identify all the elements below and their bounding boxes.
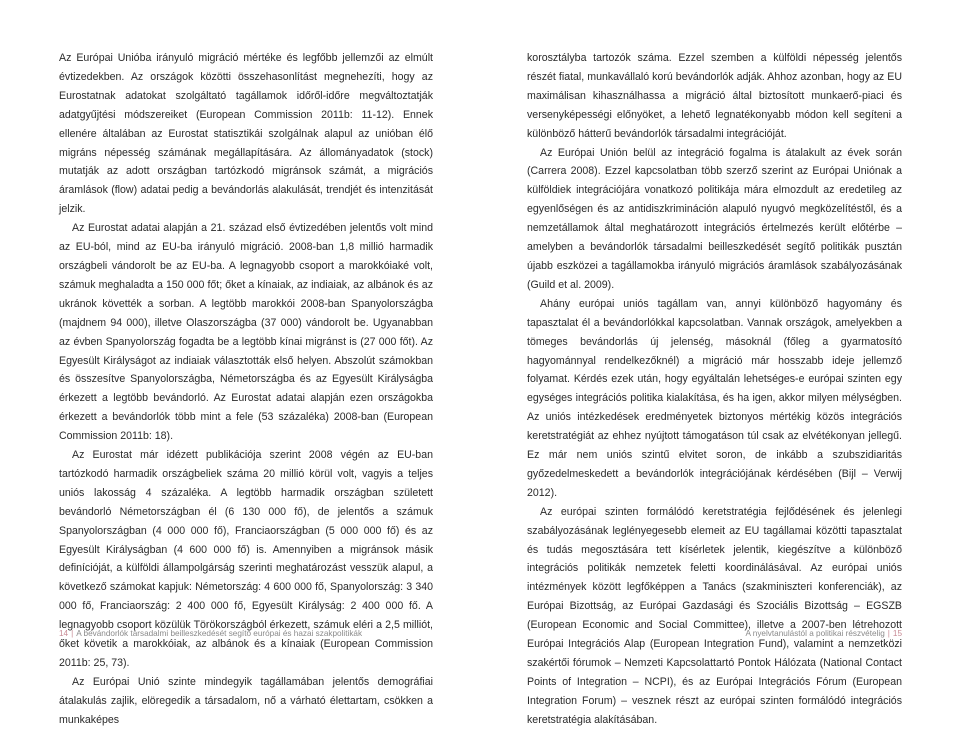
right-footer	[745, 629, 902, 638]
page-number: 14	[59, 629, 69, 638]
paragraph: Az európai szinten formálódó keretstratégia fejlődésének és jelenlegi szabályozásának leglényegesebb elemeit az EU tagállamai közötti tapasztalat és tudás megosztására tett kísérletek jelentik, kiegészítve a különböző integrációs politikák nemzetek feletti koordinálásával. Az európai uniós intézmények között legfőképpen a Tanács (szakminiszteri konferenciák), az Európai Bizottság, az Európai Gazdasági és Szociális Bizottság – EGSZB (European Economic and Social Committee), illetve a 2007-ben létrehozott Európai Integrációs Alap (European Integration Fund), valamint a nemzetközi szakértői fórumok – Nemzeti Kapcsolattartó Pontok Hálózata (National Contact Points of Integration – NCPI), és az Európai Integrációs Fórum (European Integration Forum) – vesznek részt az európai szinten formálódó integrációs keretstratégia alakításában.	[527, 505, 902, 726]
left-footer	[59, 629, 362, 638]
paragraph: Ahány európai uniós tagállam van, annyi különböző hagyomány és tapasztalat él a bevándorlókkal kapcsolatban. Vannak országok, amelyekben a tömeges bevándorlás új jelenség, másoknál (főleg a gyarmatosító hagyománnyal rendelkezőknél) a migráció már hosszabb ideje jellemző folyamat. Kérdés ezek után, hogy egyáltalán lehetséges-e európai szinten egy egységes integrációs politika kialakítása, és ha igen, akkor milyen mélységben. Az uniós intézkedések eredményetek biztonyos mértékig közös integrációs keretstratégiát az ehhez nyújtott támogatáson túl csak az elvétékonyan jellegű. Ez már nem uniós szintű elvitet soron, de inkább a szubszidiaritás győzedelmeskedett a bevándorlók integrációjának kérdésében (Bijl – Verwij 2012).	[527, 297, 902, 499]
paragraph: Az Európai Unió szinte mindegyik tagállamában jelentős demográfiai átalakulás zajlik, elöregedik a társadalom, nő a várható élettartam, csökken a munkaképes	[59, 675, 433, 726]
left-text-column	[59, 49, 433, 730]
page-number: 15	[892, 629, 902, 638]
left-page	[0, 0, 480, 726]
footer-separator: |	[887, 629, 890, 638]
running-title: A bevándorlók társadalmi beilleszkedését segítő európai és hazai szakpolitikák	[76, 629, 363, 638]
right-page	[480, 0, 960, 726]
right-text-column	[527, 49, 902, 730]
paragraph: Az Eurostat már idézett publikációja szerint 2008 végén az EU-ban tartózkodó harmadik országbeliek száma 20 millió körül volt, vagyis a teljes uniós lakosság 4 százaléka. A legtöbb harmadik országban született bevándorló Németországban él (6 130 000 fő), de jelentős a számuk Spanyolországban (4 000 000 fő), Franciaországban (5 000 000 fő) és az Egyesült Királyságban (4 600 000 fő) is. Amennyiben a migránsok másik definícióját, a külföldi állampolgárság szerinti meghatározást vesszük alapul, a következő számokat kapjuk: Németország: 4 600 000 fő, Spanyolország: 3 340 000 fő, Franciaország: 2 400 000 fő, Egyesült Királyság: 2 400 000 fő. A legnagyobb csoport közülük Törökországból érkezett, számuk eléri a 2,5 milliót, őket követik a marokkóiak, az albánok és a kínaiak (European Commission 2011b: 25, 73).	[59, 449, 433, 669]
paragraph: Az Európai Unión belül az integráció fogalma is átalakult az évek során (Carrera 2008). Ezzel kapcsolatban több szerző szerint az Európai Uniónak a külföldiek integrációjára vonatkozó politikája mára elmozdult az eredetileg az egyenlőségen és az antidiszkrimináción alapuló nyugvó megközelítéstől, és a nemzetállamok által meghatározott integrációs értelmezés került előtérbe – amelyben a bevándorlók társadalmi beilleszkedését segítő politikák pusztán újabb eszközei a tagállamokba irányuló migrációs áramlások szabályozásának (Guild et al. 2009).	[527, 146, 902, 291]
footer-separator: |	[71, 629, 74, 638]
running-title: A nyelvtanulástól a politikai részvételig	[745, 629, 885, 638]
paragraph: korosztályba tartozók száma. Ezzel szemben a külföldi népesség jelentős részét fiatal, munkavállaló korú bevándorlók adják. Ahhoz azonban, hogy az EU maximálisan kihasználhassa a migráció által biztosított munkaerő-piaci és versenyképességi előnyöket, a lehető legnatékonyabb módon kell segíteni a különböző hátterű bevándorlók társadalmi integrációját.	[527, 52, 902, 140]
paragraph: Az Európai Unióba irányuló migráció mértéke és legfőbb jellemzői az elmúlt évtizedekben. Az országok közötti összehasonlítást megnehezíti, hogy az Eurostatnak adatokat szolgáltató tagállamok időről-időre megváltoztatják adatgyűjtési módszereiket (European Commission 2011b: 11-12). Ennek ellenére általában az Eurostat statisztikái szolgálnak alapul az unióban élő migráns népesség számának megállapítására. Az állományadatok (stock) mutatják az adott országban tartózkodó migránsok számát, a migrációs áramlások (flow) adatai pedig a bevándorlás alakulását, trendjét és intenzitását jelzik.	[59, 52, 433, 216]
paragraph: Az Eurostat adatai alapján a 21. század első évtizedében jelentős volt mind az EU-ból, mind az EU-ba irányuló migráció. 2008-ban 1,8 millió harmadik országbeli vándorolt be az EU-ba. A legnagyobb csoport a marokkóiaké volt, számuk meghaladta a 150 000 főt; őket a kínaiak, az indiaiak, az albánok és az ukránok követték a sorban. A legtöbb marokkói 2008-ban Spanyolországba (majdnem 94 000), illetve Olaszországba (37 000) vándorolt be. Ugyanabban az évben Spanyolország fogadta be a legtöbb kínai migránst is (27 000 főt). Az Egyesült Királyságot az indiaiak választották első helyen. Abszolút számokban és összesítve Spanyolországba, Németországba és az Egyesült Királyságba érkezett a legtöbb bevándorló. Az Eurostat adatai alapján ezen országokba érkezett a bevándorlók több mint a fele (53 százaléka) 2008-ban (European Commission 2011b: 18).	[59, 222, 433, 443]
